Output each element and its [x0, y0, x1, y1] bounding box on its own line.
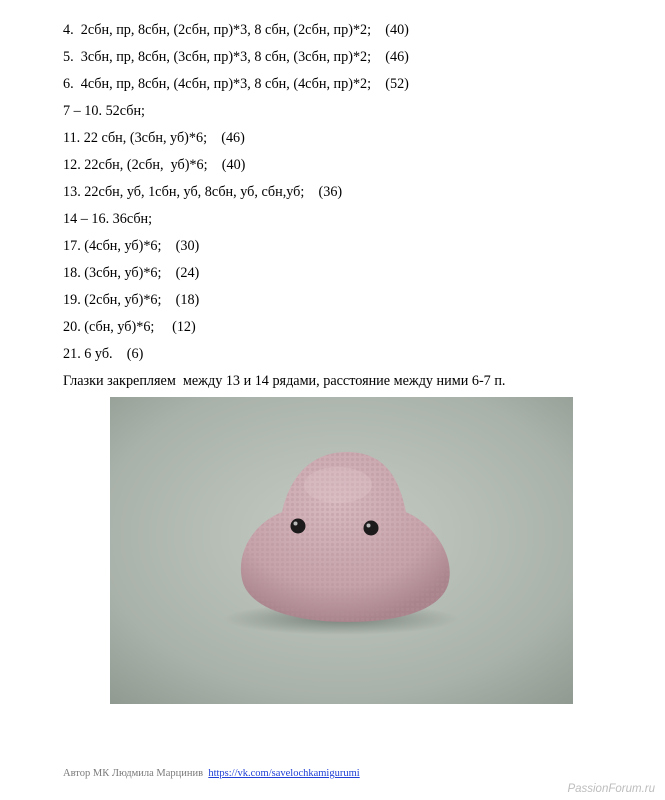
site-watermark: PassionForum.ru	[567, 783, 655, 795]
row-19: 19. (2сбн, уб)*6; (18)	[63, 292, 200, 308]
vk-link[interactable]: https://vk.com/savelochkamigurumi	[208, 768, 360, 779]
right-eye	[364, 521, 379, 536]
row-18: 18. (3сбн, уб)*6; (24)	[63, 265, 200, 281]
row-20: 20. (сбн, уб)*6; (12)	[63, 319, 196, 335]
amigurumi-photo	[110, 397, 573, 704]
row-17: 17. (4сбн, уб)*6; (30)	[63, 238, 200, 254]
row-6: 6. 4сбн, пр, 8сбн, (4сбн, пр)*3, 8 сбн, (4сбн, пр)*2; (52)	[63, 76, 409, 92]
left-eye	[291, 519, 306, 534]
row-7-10: 7 – 10. 52сбн;	[63, 103, 145, 119]
row-13: 13. 22сбн, уб, 1сбн, уб, 8сбн, уб, сбн,уб; (36)	[63, 184, 343, 200]
row-14-16: 14 – 16. 36сбн;	[63, 211, 153, 227]
row-11: 11. 22 сбн, (3сбн, уб)*6; (46)	[63, 130, 245, 146]
row-5: 5. 3сбн, пр, 8сбн, (3сбн, пр)*3, 8 сбн, (3сбн, пр)*2; (46)	[63, 49, 409, 65]
eyes-note: Глазки закрепляем между 13 и 14 рядами, расстояние между ними 6-7 п.	[63, 373, 506, 389]
row-4: 4. 2сбн, пр, 8сбн, (2сбн, пр)*3, 8 сбн, (2сбн, пр)*2; (40)	[63, 22, 409, 38]
row-12: 12. 22сбн, (2сбн, уб)*6; (40)	[63, 157, 246, 173]
row-21: 21. 6 уб. (6)	[63, 346, 144, 362]
footer	[63, 767, 360, 780]
author-credit: Автор МК Людмила Марцинив	[63, 768, 204, 779]
